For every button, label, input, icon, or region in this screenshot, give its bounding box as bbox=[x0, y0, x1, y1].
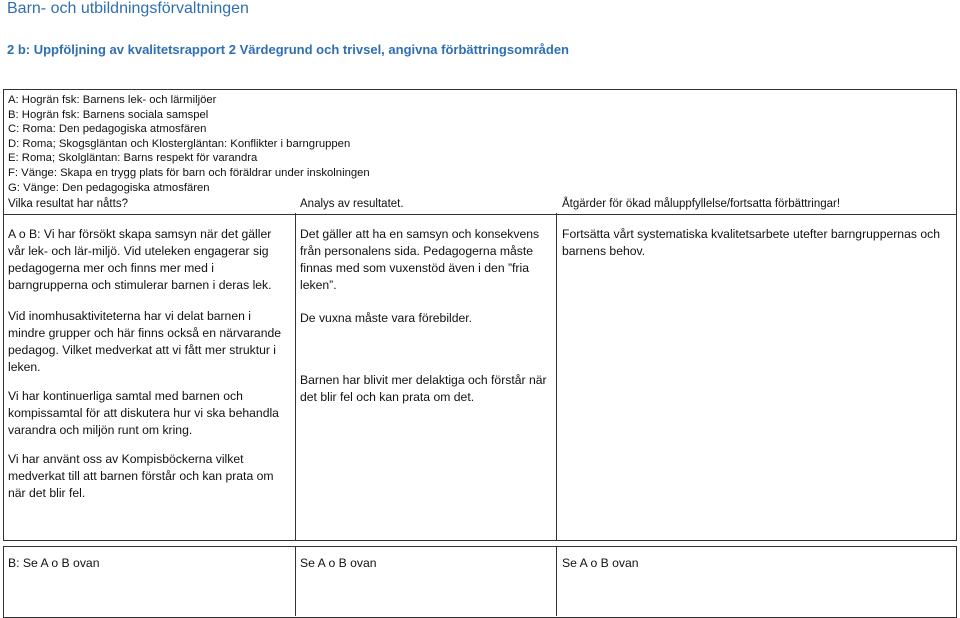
actions-cell bbox=[562, 226, 952, 272]
analysis-paragraph: Det gäller att ha en samsyn och konsekvens från personalens sida. Pedagogerna måste finnas med som vuxenstöd även i den ”fria leken”. bbox=[300, 227, 540, 292]
footer-row-table bbox=[3, 546, 957, 618]
results-cell bbox=[8, 226, 290, 514]
area-item: F: Vänge: Skapa en trygg plats för barn och föräldrar under inskolningen bbox=[8, 166, 370, 179]
footer-results-cell: B: Se A o B ovan bbox=[8, 556, 100, 570]
column-header-actions: Åtgärder för ökad måluppfyllelse/fortsatta förbättringar! bbox=[562, 198, 841, 210]
column-header-results: Vilka resultat har nåtts? bbox=[8, 198, 128, 210]
area-item: C: Roma: Den pedagogiska atmosfären bbox=[8, 123, 207, 136]
result-paragraph: Vi har kontinuerliga samtal med barnen och kompissamtal för att diskutera hur vi ska behandla varandra och miljön runt om kring. bbox=[8, 389, 279, 437]
analysis-paragraph: Barnen har blivit mer delaktiga och förstår när det blir fel och kan prata om det. bbox=[300, 373, 547, 404]
column-divider bbox=[295, 546, 296, 616]
footer-analysis-cell: Se A o B ovan bbox=[300, 556, 377, 570]
area-item: G: Vänge: Den pedagogiska atmosfären bbox=[8, 181, 210, 194]
footer-actions-cell: Se A o B ovan bbox=[562, 556, 639, 570]
result-paragraph: A o B: Vi har försökt skapa samsyn när det gäller vår lek- och lär-miljö. Vid uteleken engagerar sig pedagogerna mer och finns mer med i barngrupperna och stimulerar barnen i deras lek. bbox=[8, 227, 272, 292]
column-divider bbox=[556, 213, 557, 540]
area-item: E: Roma; Skolgläntan: Barns respekt för varandra bbox=[8, 152, 258, 165]
document-subtitle: 2 b: Uppföljning av kvalitetsrapport 2 Värdegrund och trivsel, angivna förbättringsområden bbox=[7, 42, 569, 57]
column-divider bbox=[295, 213, 296, 540]
result-paragraph: Vid inomhusaktiviteterna har vi delat barnen i mindre grupper och här finns också en närvarande pedagog. Vilket medverkat att vi fått mer struktur i leken. bbox=[8, 309, 282, 374]
organization-title: Barn- och utbildningsförvaltningen bbox=[7, 0, 249, 17]
improvement-areas-list bbox=[8, 93, 370, 195]
analysis-paragraph: De vuxna måste vara förebilder. bbox=[300, 311, 473, 325]
action-paragraph: Fortsätta vårt systematiska kvalitetsarbete utefter barngruppernas och barnens behov. bbox=[562, 227, 940, 258]
area-item: A: Hogrän fsk: Barnens lek- och lärmiljöer bbox=[8, 94, 217, 106]
area-item: D: Roma; Skogsgläntan och Klostergläntan: Konflikter i barngruppen bbox=[8, 137, 351, 150]
column-header-analysis: Analys av resultatet. bbox=[300, 198, 404, 210]
result-paragraph: Vi har använt oss av Kompisböckerna vilket medverkat till att barnen förstår och kan prata om när det blir fel. bbox=[8, 452, 274, 500]
area-item: B: Hogrän fsk: Barnens sociala samspel bbox=[8, 108, 209, 121]
column-divider bbox=[556, 546, 557, 616]
analysis-cell bbox=[300, 226, 552, 418]
